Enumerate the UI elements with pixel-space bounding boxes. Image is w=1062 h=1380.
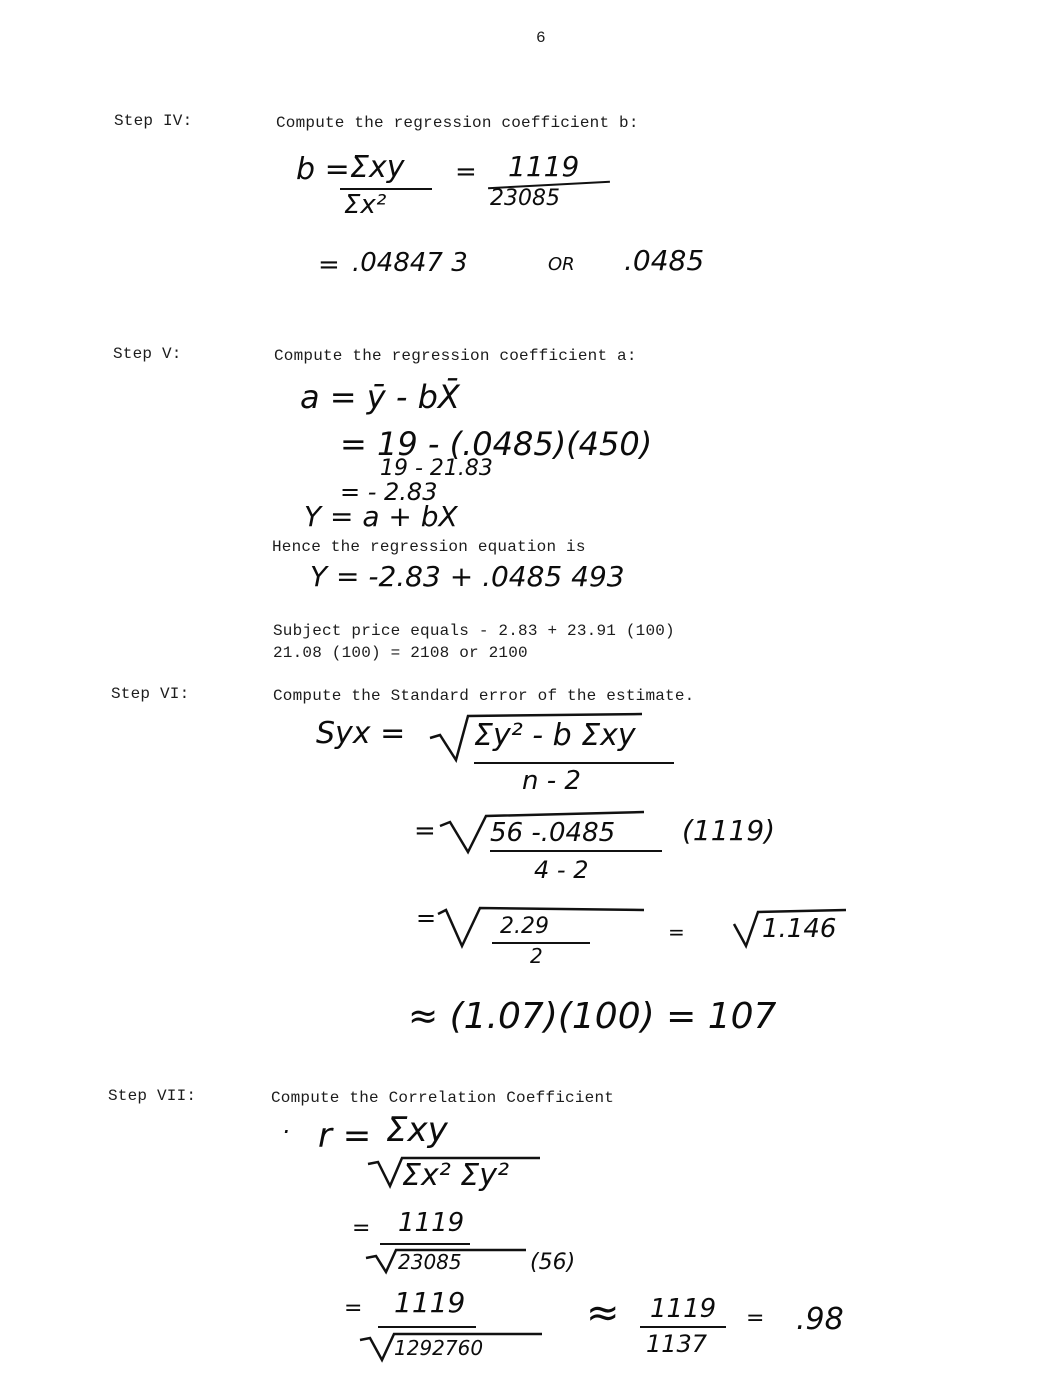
step-iv-heading: Compute the regression coefficient b:: [276, 114, 639, 132]
step-iv-result-1: .04847 3: [352, 248, 468, 278]
step-vii-equals-2: =: [352, 1216, 371, 1241]
step-v-subject-line-1: Subject price equals - 2.83 + 23.91 (100): [273, 622, 675, 640]
step-iv-result-or: OR: [548, 254, 575, 275]
step-vi-label: Step VI:: [111, 685, 190, 703]
step-v-line-4: = - 2.83: [340, 478, 438, 506]
step-vii-fraction-bar-2: [380, 1243, 470, 1245]
step-iv-value-numerator: 1119: [508, 150, 580, 183]
step-vii-denominator-4: 1137: [646, 1330, 708, 1358]
step-vi-equals-2: =: [414, 816, 436, 846]
step-vii-equals-4: =: [746, 1306, 765, 1331]
step-iv-equals: =: [455, 157, 477, 187]
step-iv-b-lhs: b =: [296, 152, 350, 187]
step-iv-result-equals: =: [318, 250, 340, 280]
step-vii-numerator-2: 1119: [398, 1208, 465, 1238]
step-vi-lhs: Syx =: [316, 716, 406, 751]
step-vii-dot: ·: [282, 1118, 290, 1146]
step-vi-heading: Compute the Standard error of the estimate.: [273, 687, 695, 705]
step-v-hence-text: Hence the regression equation is: [272, 538, 586, 556]
step-iv-result-2: .0485: [624, 244, 705, 277]
step-vi-equals-3: =: [416, 904, 437, 932]
step-v-heading: Compute the regression coefficient a:: [274, 347, 637, 365]
step-vii-denominator-3: 1292760: [394, 1336, 484, 1360]
step-vii-approx: ≈: [586, 1290, 620, 1336]
step-vi-radicand-3b: 1.146: [762, 914, 837, 944]
step-vii-denominator-2-tail: (56): [530, 1250, 576, 1275]
step-v-line-2: = 19 - (.0485)(450): [340, 425, 653, 463]
step-vi-numerator-2: 56 -.0485: [490, 818, 616, 848]
step-iv-formula-numerator: Σxy: [350, 150, 405, 185]
step-vi-denominator-3: 2: [530, 944, 543, 968]
step-vi-denominator-1: n - 2: [522, 766, 581, 796]
step-v-line-1: a = ȳ - bX̄: [300, 378, 460, 416]
step-vii-denominator-1: Σx² Σy²: [402, 1158, 510, 1193]
step-vi-numerator-1: Σy² - b Σxy: [474, 718, 636, 753]
step-v-line-3: 19 - 21.83: [380, 456, 493, 481]
step-vii-numerator-1: Σxy: [386, 1110, 448, 1150]
step-vi-numerator-2-tail: (1119): [682, 814, 776, 847]
step-vii-equals-3: =: [344, 1296, 363, 1321]
step-vii-fraction-bar-3: [378, 1326, 476, 1328]
page-number: 6: [536, 29, 546, 47]
step-v-label: Step V:: [113, 345, 182, 363]
step-vi-numerator-3: 2.29: [500, 914, 549, 939]
step-iv-value-denominator: 23085: [490, 186, 560, 211]
step-iv-formula-denominator: Σx²: [344, 190, 387, 220]
step-vii-numerator-4: 1119: [650, 1294, 717, 1324]
step-v-regression-equation: Y = -2.83 + .0485 493: [310, 560, 625, 593]
step-vii-heading: Compute the Correlation Coefficient: [271, 1089, 615, 1107]
step-vii-radical-3: [0, 0, 1, 1]
step-vii-denominator-2: 23085: [398, 1250, 462, 1274]
step-vii-numerator-3: 1119: [394, 1286, 466, 1319]
step-vi-denominator-2: 4 - 2: [534, 856, 589, 884]
step-v-subject-line-2: 21.08 (100) = 2108 or 2100: [273, 644, 528, 662]
step-vi-fraction-bar-2: [490, 850, 662, 852]
step-vi-fraction-bar-1: [474, 762, 674, 764]
step-vii-result: .98: [796, 1302, 844, 1337]
step-vii-fraction-bar-4: [640, 1326, 726, 1328]
step-vii-lhs: r =: [318, 1116, 372, 1156]
step-vi-approx-line: ≈ (1.07)(100) = 107: [408, 996, 777, 1037]
step-iv-label: Step IV:: [114, 112, 193, 130]
step-vi-equals-3b: =: [668, 920, 685, 944]
step-vii-label: Step VII:: [108, 1087, 197, 1105]
step-v-line-5: Y = a + bX: [304, 500, 458, 533]
